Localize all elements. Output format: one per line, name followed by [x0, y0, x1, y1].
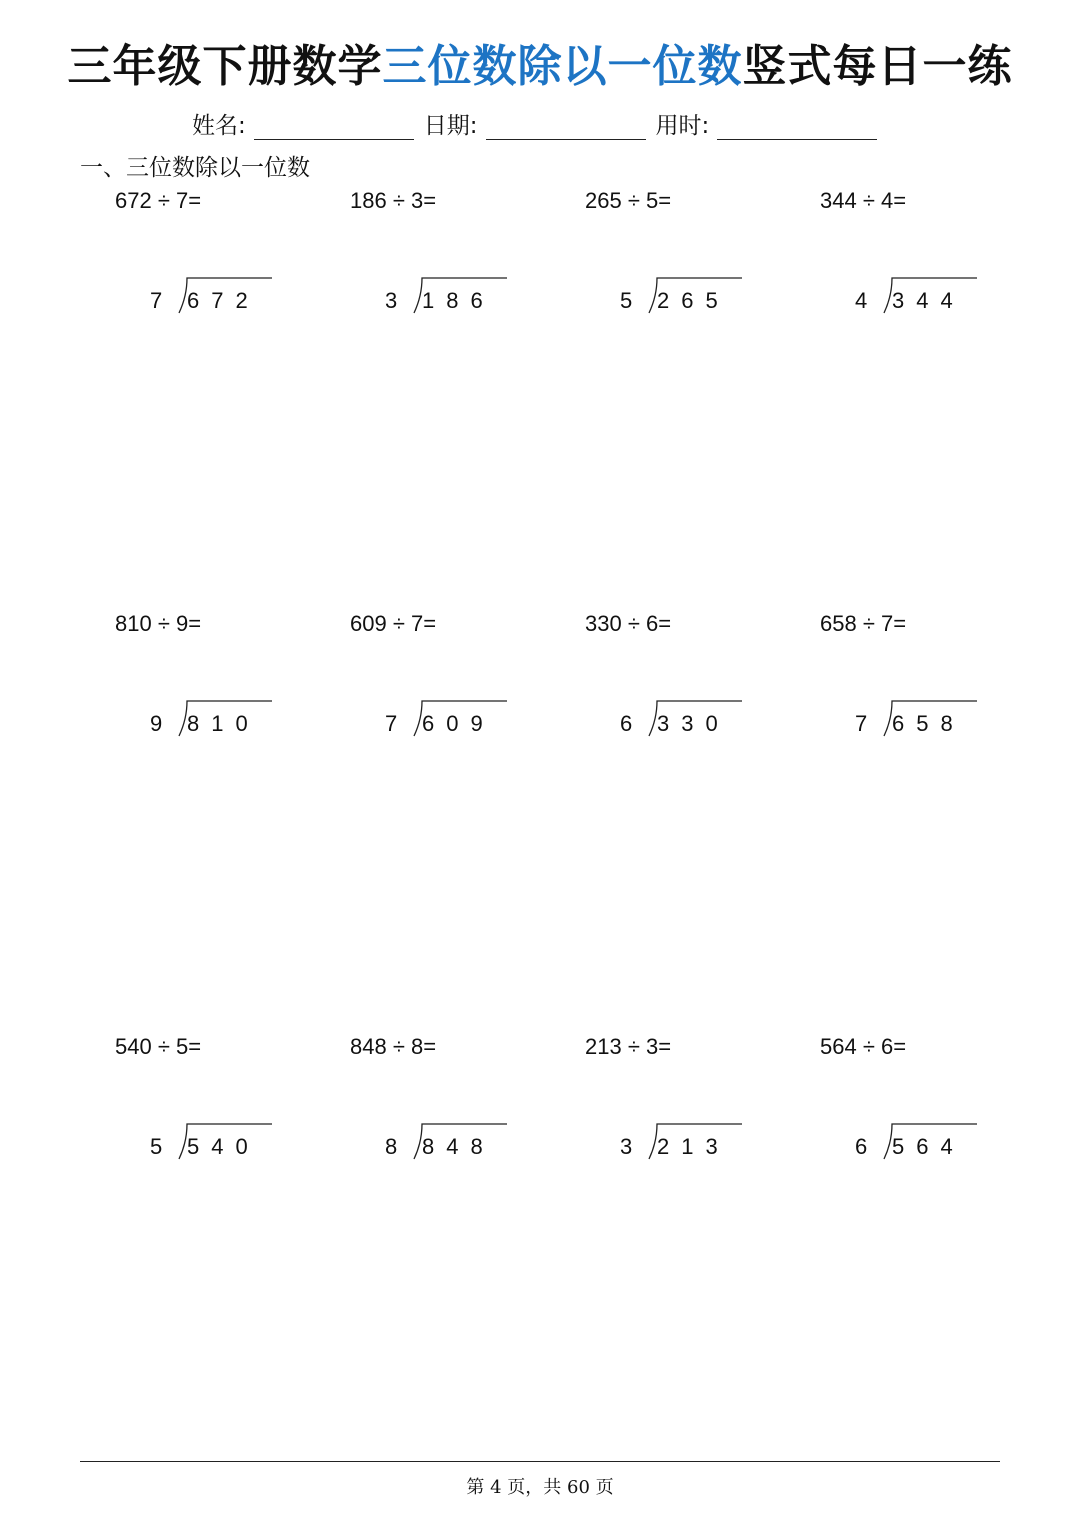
long-division-dividend: 609: [422, 711, 495, 736]
long-division-dividend: 564: [892, 1134, 965, 1159]
problem-expression: 658 ÷ 7=: [820, 611, 907, 636]
division-problem: [820, 188, 1020, 328]
long-division-divisor: 9: [150, 711, 163, 736]
long-division-divisor: 7: [150, 288, 163, 313]
division-problem: [585, 1034, 785, 1174]
long-division-dividend: 186: [422, 288, 495, 313]
problem-expression: 330 ÷ 6=: [585, 611, 672, 636]
date-blank[interactable]: [486, 117, 646, 140]
title-part2: 竖式每日一练: [742, 41, 1013, 92]
problem-expression: 810 ÷ 9=: [115, 611, 202, 636]
problem-expression: 213 ÷ 3=: [585, 1034, 672, 1059]
problem-expression: 540 ÷ 5=: [115, 1034, 202, 1059]
long-division-dividend: 265: [657, 288, 730, 313]
time-blank[interactable]: [717, 117, 877, 140]
division-problem: [820, 611, 1020, 751]
long-division-dividend: 848: [422, 1134, 495, 1159]
problem-expression: 672 ÷ 7=: [115, 188, 202, 213]
long-division-dividend: 658: [892, 711, 965, 736]
division-problem: [350, 188, 550, 328]
long-division-divisor: 8: [385, 1134, 398, 1159]
long-division-divisor: 5: [620, 288, 633, 313]
footer-divider: [80, 1461, 1000, 1462]
name-blank[interactable]: [254, 117, 414, 140]
long-division-dividend: 213: [657, 1134, 730, 1159]
long-division-dividend: 672: [187, 288, 260, 313]
problem-expression: 848 ÷ 8=: [350, 1034, 437, 1059]
long-division-divisor: 7: [855, 711, 868, 736]
division-problem: [350, 611, 550, 751]
info-row: [192, 107, 887, 140]
page-title: [0, 30, 1080, 94]
section-title: 一、三位数除以一位数: [80, 155, 310, 181]
problem-expression: 265 ÷ 5=: [585, 188, 672, 213]
page-footer: 第 4 页，共 60 页: [466, 1477, 614, 1498]
title-part1: 三年级下册数学: [67, 41, 383, 92]
division-problem: [115, 188, 315, 328]
date-label: 日期:: [423, 113, 478, 139]
long-division-divisor: 3: [385, 288, 398, 313]
problem-expression: 609 ÷ 7=: [350, 611, 437, 636]
problem-expression: 344 ÷ 4=: [820, 188, 907, 213]
long-division-divisor: 3: [620, 1134, 633, 1159]
long-division-divisor: 4: [855, 288, 868, 313]
long-division-divisor: 5: [150, 1134, 163, 1159]
time-label: 用时:: [655, 113, 710, 139]
problem-expression: 186 ÷ 3=: [350, 188, 437, 213]
division-problem: [820, 1034, 1020, 1174]
long-division-divisor: 7: [385, 711, 398, 736]
title-highlight: 三位数除以一位数: [382, 41, 743, 92]
name-label: 姓名:: [192, 113, 246, 139]
problem-expression: 564 ÷ 6=: [820, 1034, 907, 1059]
division-problem: [350, 1034, 550, 1174]
division-problem: [585, 188, 785, 328]
division-problem: [585, 611, 785, 751]
long-division-dividend: 810: [187, 711, 260, 736]
long-division-dividend: 330: [657, 711, 730, 736]
long-division-divisor: 6: [620, 711, 633, 736]
long-division-divisor: 6: [855, 1134, 868, 1159]
long-division-dividend: 540: [187, 1134, 260, 1159]
division-problem: [115, 1034, 315, 1174]
long-division-dividend: 344: [892, 288, 965, 313]
division-problem: [115, 611, 315, 751]
